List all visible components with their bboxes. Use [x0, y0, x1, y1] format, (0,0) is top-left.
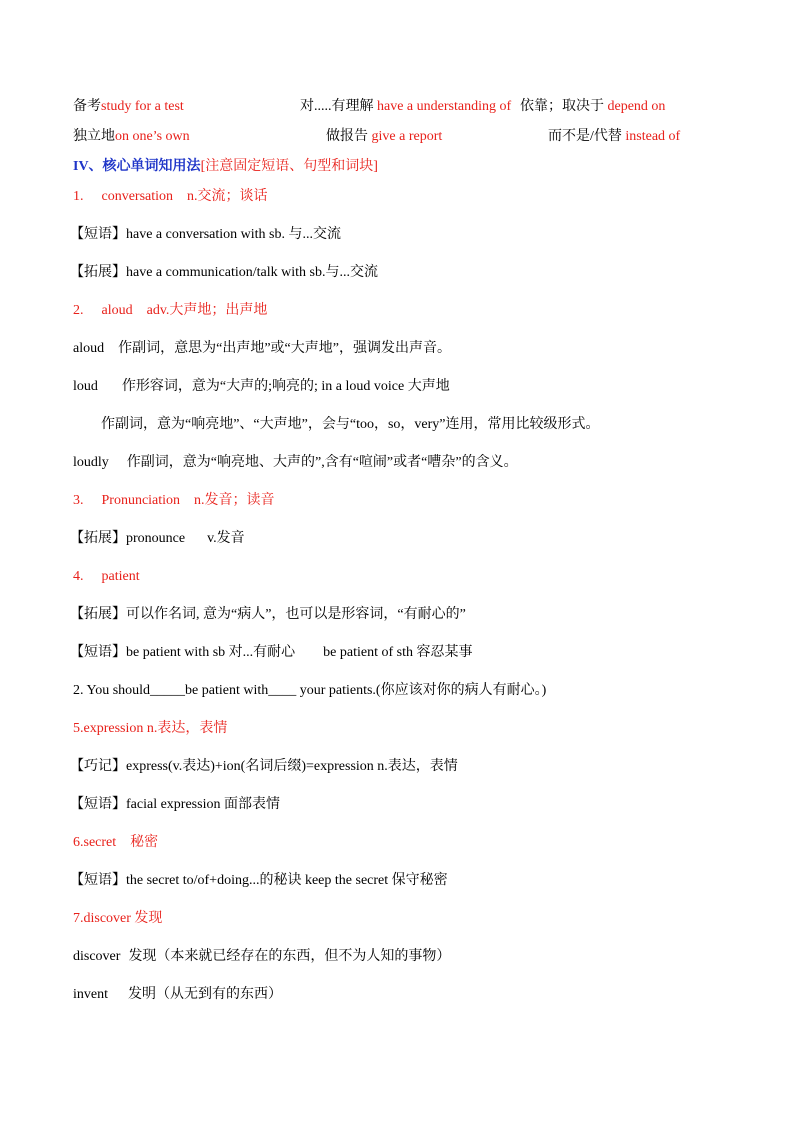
word-heading-5: 5.expression n.表达，表情 — [73, 721, 228, 736]
phrase-row-1b — [300, 98, 511, 116]
word-heading-6 — [73, 834, 158, 852]
usage-text: 作副词，意为“响亮地、大声的”,含有“喧闹”或者“嘈杂”的含义。 — [126, 455, 518, 470]
phrase-en: have a understanding of — [377, 99, 512, 114]
phrase-en: depend on — [607, 99, 666, 114]
phrase-cn: 依靠；取决于 — [520, 99, 604, 114]
phrase-en: study for a test — [101, 99, 184, 114]
word-heading-2 — [73, 302, 267, 320]
word-term: patient — [101, 569, 140, 584]
phrase-a: 【短语】be patient with sb 对...有耐心 — [70, 645, 296, 660]
phrase-row-2b — [326, 128, 442, 146]
phrase-b: be patient of sth 容忍某事 — [323, 645, 473, 660]
word-term: Pronunciation — [101, 493, 181, 508]
extension-pos: v.发音 — [207, 531, 245, 546]
word-4-extension: 【拓展】可以作名词, 意为“病人”，也可以是形容词，“有耐心的” — [70, 607, 466, 622]
usage-word: loud — [73, 379, 98, 394]
word-3-extension — [70, 530, 245, 548]
aloud-usage — [73, 340, 451, 358]
phrase-row-2c — [548, 128, 680, 146]
discover-usage — [73, 948, 450, 966]
loud-usage — [73, 378, 450, 396]
word-pos: adv.大声地；出声地 — [146, 303, 268, 318]
usage-word: discover — [73, 949, 121, 964]
section-note: [注意固定短语、句型和词块] — [200, 159, 378, 174]
extension-term: 【拓展】pronounce — [70, 531, 186, 546]
word-4-phrase — [70, 644, 472, 662]
word-6-phrase: 【短语】the secret to/of+doing...的秘诀 keep the secret 保守秘密 — [70, 873, 448, 888]
usage-text: 发明（从无到有的东西） — [128, 987, 282, 1002]
word-pos: n.交流；谈话 — [187, 189, 268, 204]
phrase-cn: 做报告 — [326, 129, 368, 144]
word-meaning: 秘密 — [130, 835, 159, 850]
word-5-memo: 【巧记】express(v.表达)+ion(名词后缀)=expression n.表达，表情 — [70, 759, 458, 774]
word-5-phrase: 【短语】facial expression 面部表情 — [70, 797, 280, 812]
phrase-en: instead of — [625, 129, 681, 144]
loudly-usage — [73, 454, 518, 472]
usage-text: 发现（本来就已经存在的东西，但不为人知的事物） — [128, 949, 451, 964]
usage-text: 作形容词，意为“大声的;响亮的; in a loud voice 大声地 — [121, 379, 450, 394]
usage-text: 作副词，意思为“出声地”或“大声地”，强调发出声音。 — [118, 341, 451, 356]
phrase-cn: 备考 — [73, 99, 101, 114]
phrase-en: give a report — [371, 129, 443, 144]
phrase-cn: 对.....有理解 — [300, 99, 374, 114]
section-heading — [73, 158, 378, 176]
word-term: 6.secret — [73, 835, 117, 850]
phrase-row-1c — [520, 98, 665, 116]
word-number: 3. — [73, 493, 84, 508]
word-heading-1 — [73, 188, 268, 206]
loud-adverb-usage: 作副词，意为“响亮地”、“大声地”，会与“too，so，very”连用，常用比较级形式。 — [101, 417, 600, 432]
phrase-cn: 独立地 — [73, 129, 115, 144]
word-heading-4 — [73, 568, 140, 586]
phrase-row-2 — [73, 128, 190, 146]
word-heading-7: 7.discover 发现 — [73, 911, 163, 926]
usage-word: aloud — [73, 341, 105, 356]
word-heading-3 — [73, 492, 275, 510]
section-title: IV、核心单词知用法 — [73, 159, 201, 174]
usage-word: loudly — [73, 455, 109, 470]
phrase-row-1 — [73, 98, 184, 116]
word-number: 1. — [73, 189, 84, 204]
word-number: 2. — [73, 303, 84, 318]
word-number: 4. — [73, 569, 84, 584]
word-term: aloud — [101, 303, 133, 318]
word-term: conversation — [101, 189, 174, 204]
usage-word: invent — [73, 987, 108, 1002]
word-1-extension: 【拓展】have a communication/talk with sb.与...交流 — [70, 265, 378, 280]
word-1-phrase: 【短语】have a conversation with sb. 与...交流 — [70, 227, 342, 242]
word-4-example: 2. You should_____be patient with____ your patients.(你应该对你的病人有耐心。) — [73, 683, 547, 698]
word-pos: n.发音；读音 — [194, 493, 275, 508]
phrase-cn: 而不是/代替 — [548, 129, 622, 144]
phrase-en: on one’s own — [115, 129, 190, 144]
invent-usage — [73, 986, 282, 1004]
